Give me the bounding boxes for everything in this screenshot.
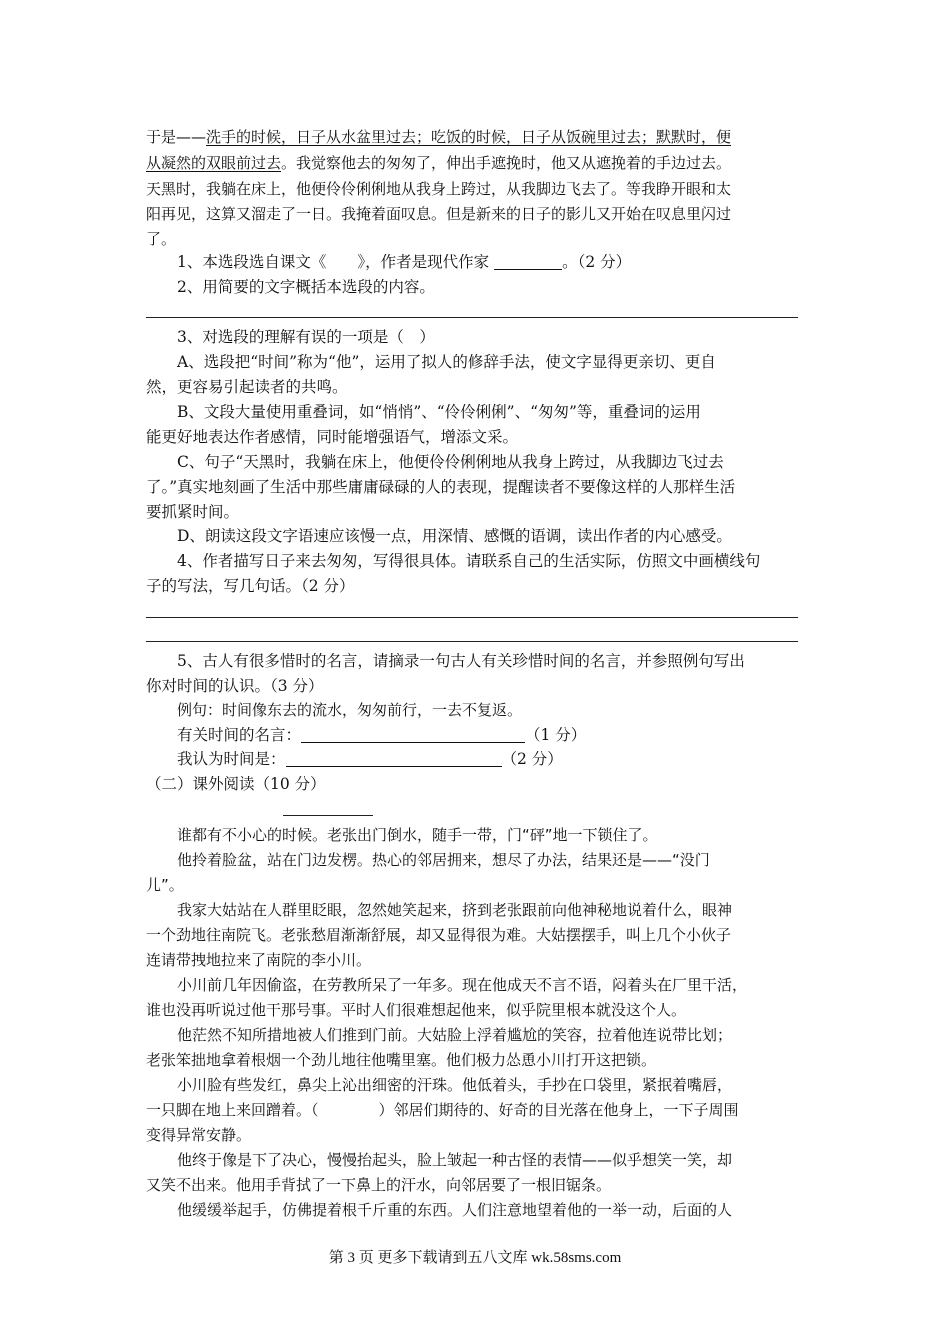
question-3: 3、对选段的理解有误的一项是（ ） bbox=[177, 328, 435, 346]
option-a-line2: 然，更容易引起读者的共鸣。 bbox=[146, 378, 348, 396]
answer-line[interactable] bbox=[146, 317, 798, 318]
question-text: 1、本选段选自课文《 》，作者是现代作家 bbox=[177, 253, 490, 271]
passage2-p3-line2: 一个劲地往南院飞。老张愁眉渐渐舒展，却又显得很为难。大姑摆摆手，叫上几个小伙子 bbox=[146, 926, 732, 944]
passage2-p6-line3: 变得异常安静。 bbox=[146, 1126, 252, 1144]
question-4-line2: 子的写法，写几句话。（2 分） bbox=[146, 577, 355, 595]
option-b-line2: 能更好地表达作者感情，同时能增强语气，增添文采。 bbox=[146, 428, 519, 446]
passage1-line5: 了。 bbox=[146, 230, 177, 248]
text: 。 bbox=[716, 154, 732, 172]
passage1-line1 bbox=[146, 124, 806, 150]
text: 。我觉察他去的匆匆了，伸出手遮挽时，他又从遮挽着的手边过去 bbox=[281, 154, 717, 172]
passage2-p5-line1: 他茫然不知所措地被人们推到门前。大姑脸上浮着尴尬的笑容，拉着他连说带比划； bbox=[177, 1026, 733, 1044]
passage2-p7-line1: 他终于像是下了决心，慢慢抬起头，脸上皱起一种古怪的表情——似乎想笑一笑，却 bbox=[177, 1151, 733, 1169]
passage2-p4-line1: 小川前几年因偷盗，在劳教所呆了一年多。现在他成天不言不语，闷着头在厂里干活， bbox=[177, 976, 748, 994]
passage2-p5-line2: 老张笨拙地拿着根烟一个劲儿地往他嘴里塞。他们极力怂恿小川打开这把锁。 bbox=[146, 1051, 657, 1069]
question-1 bbox=[177, 249, 806, 275]
question-score: 。（2 分） bbox=[562, 253, 632, 271]
time-view-row bbox=[177, 746, 806, 772]
option-a-line1: A、选段把“时间”称为“他”，运用了拟人的修辞手法，使文字显得更亲切、更自 bbox=[177, 353, 716, 371]
page-footer: 第 3 页 更多下载请到五八文库 wk.58sms.com bbox=[328, 1250, 622, 1266]
option-c-line1: C、句子“天黑时，我躺在床上，他便伶伶俐俐地从我身上跨过，从我脚边飞过去 bbox=[177, 453, 724, 471]
famous-quote-row bbox=[177, 722, 806, 748]
quote-score: （1 分） bbox=[525, 726, 587, 744]
passage2-p6-line1: 小川脸有些发红，鼻尖上沁出细密的汗珠。他低着头，手抄在口袋里，紧抿着嘴唇， bbox=[177, 1076, 733, 1094]
view-blank[interactable] bbox=[286, 750, 502, 767]
quote-label: 有关时间的名言： bbox=[177, 726, 302, 744]
question-5-line1: 5、古人有很多惜时的名言，请摘录一句古人有关珍惜时间的名言，并参照例句写出 bbox=[177, 652, 745, 670]
section-2-heading: （二）课外阅读（10 分） bbox=[146, 775, 326, 793]
answer-line[interactable] bbox=[146, 641, 798, 642]
question-2: 2、用简要的文字概括本选段的内容。 bbox=[177, 278, 435, 296]
quote-blank[interactable] bbox=[301, 726, 525, 743]
passage2-p4-line2: 谁也没再听说过他干那号事。平时人们很难想起他来，似乎院里根本就没这个人。 bbox=[146, 1001, 687, 1019]
option-d: D、朗读这段文字语速应该慢一点，用深情、感慨的语调，读出作者的内心感受。 bbox=[177, 527, 732, 545]
view-score: （2 分） bbox=[501, 750, 563, 768]
passage1-line3: 天黑时，我躺在床上，他便伶伶俐俐地从我身上跨过，从我脚边飞去了。等我睁开眼和太 bbox=[146, 180, 732, 198]
passage2-p8: 他缓缓举起手，仿佛提着根千斤重的东西。人们注意地望着他的一举一动，后面的人 bbox=[177, 1201, 733, 1219]
answer-blank[interactable] bbox=[494, 253, 562, 270]
passage2-p6-line2: 一只脚在地上来回蹭着。（ ）邻居们期待的、好奇的目光落在他身上，一下子周围 bbox=[146, 1101, 739, 1119]
passage2-p3-line1: 我家大姑站在人群里眨眼，忽然她笑起来，挤到老张跟前向他神秘地说着什么，眼神 bbox=[177, 901, 733, 919]
underlined-text: 从凝然的双眼前过去 bbox=[146, 154, 282, 172]
question-4-line1: 4、作者描写日子来去匆匆，写得很具体。请联系自己的生活实际，仿照文中画横线句 bbox=[177, 552, 761, 570]
passage1-line2 bbox=[146, 150, 806, 176]
option-c-line2: 了。”真实地刻画了生活中那些庸庸碌碌的人的表现，提醒读者不要像这样的人那样生活 bbox=[146, 478, 736, 496]
passage2-p2-line2: 儿”。 bbox=[146, 876, 184, 894]
answer-line[interactable] bbox=[146, 617, 798, 618]
question-5-line2: 你对时间的认识。（3 分） bbox=[146, 677, 324, 695]
passage2-p7-line2: 又笑不出来。他用手背拭了一下鼻上的汗水，向邻居要了一根旧锯条。 bbox=[146, 1176, 612, 1194]
example-sentence: 例句：时间像东去的流水，匆匆前行，一去不复返。 bbox=[177, 701, 523, 719]
passage2-p3-line3: 连请带拽地拉来了南院的李小川。 bbox=[146, 951, 372, 969]
passage2-p1: 谁都有不小心的时候。老张出门倒水，随手一带，门“砰”地一下锁住了。 bbox=[177, 826, 658, 844]
text: 于是—— bbox=[146, 128, 207, 146]
option-b-line1: B、文段大量使用重叠词，如“悄悄”、“伶伶俐俐”、“匆匆”等，重叠词的运用 bbox=[177, 403, 701, 421]
option-c-line3: 要抓紧时间。 bbox=[146, 503, 240, 521]
view-label: 我认为时间是： bbox=[177, 750, 286, 768]
underlined-text: 洗手的时候，日子从水盆里过去；吃饭的时候，日子从饭碗里过去；默默时，便 bbox=[206, 128, 732, 146]
title-blank[interactable] bbox=[283, 815, 373, 816]
passage1-line4: 阳再见，这算又溜走了一日。我掩着面叹息。但是新来的日子的影儿又开始在叹息里闪过 bbox=[146, 205, 732, 223]
passage2-p2-line1: 他拎着脸盆，站在门边发楞。热心的邻居拥来，想尽了办法，结果还是——“没门 bbox=[177, 851, 710, 869]
